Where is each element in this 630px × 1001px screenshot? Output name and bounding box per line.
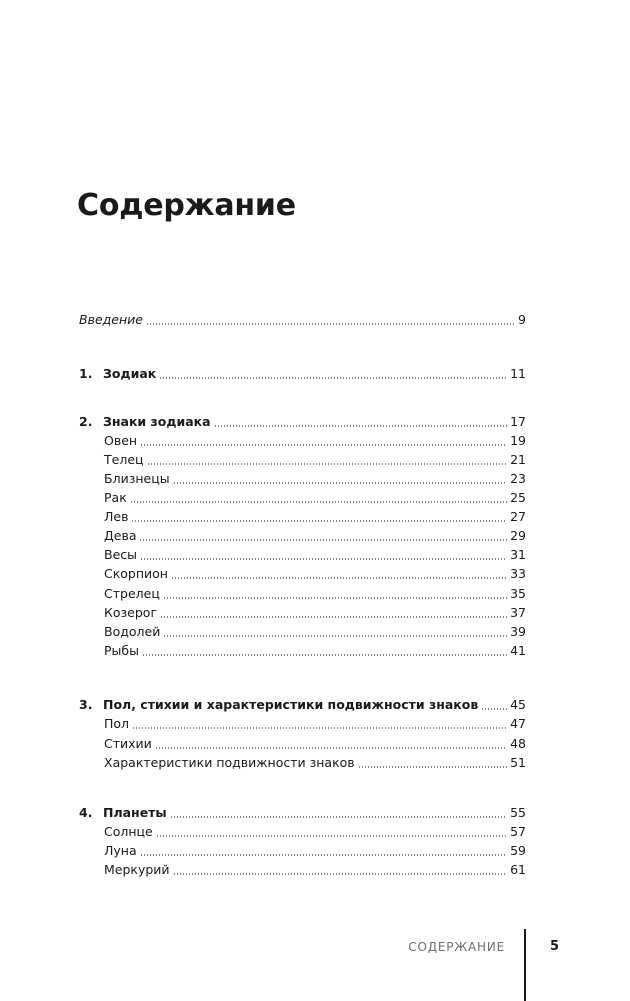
toc-chapter-1[interactable] (79, 364, 526, 382)
toc-page-number: 61 (510, 862, 526, 877)
toc-page-number: 55 (510, 805, 526, 820)
toc-title: Знаки зодиака (103, 414, 211, 429)
toc-leader-dots (173, 873, 508, 875)
toc-item[interactable] (104, 860, 526, 878)
toc-item[interactable] (104, 714, 526, 732)
toc-item[interactable] (104, 545, 526, 563)
toc-leader-dots (142, 654, 507, 656)
toc-chapter-3[interactable] (79, 695, 526, 713)
toc-page-number: 57 (510, 824, 526, 839)
toc-item[interactable] (104, 431, 526, 449)
toc-title: Козерог (104, 605, 158, 620)
toc-item[interactable] (104, 584, 526, 602)
toc-page-number: 35 (510, 586, 526, 601)
toc-page-number: 51 (510, 755, 526, 770)
toc-page-number: 59 (510, 843, 526, 858)
toc-leader-dots (173, 482, 508, 484)
chapter-number: 3. (79, 697, 93, 712)
toc-title: Телец (104, 452, 144, 467)
toc-leader-dots (139, 539, 507, 541)
toc-item[interactable] (104, 753, 526, 771)
toc-item[interactable] (104, 841, 526, 859)
toc-item[interactable] (104, 469, 526, 487)
toc-title: Пол (104, 716, 130, 731)
toc-title: Овен (104, 433, 138, 448)
toc-title: Пол, стихии и характеристики подвижности знаков (103, 697, 479, 712)
toc-page-number: 17 (510, 414, 526, 429)
toc-leader-dots (156, 835, 507, 837)
toc-item[interactable] (104, 603, 526, 621)
toc-title: Дева (104, 528, 137, 543)
toc-page-number: 37 (510, 605, 526, 620)
toc-title: Водолей (104, 624, 161, 639)
toc-item[interactable] (104, 526, 526, 544)
toc-title: Скорпион (104, 566, 168, 581)
toc-item[interactable] (104, 622, 526, 640)
toc-page-number: 23 (510, 471, 526, 486)
toc-title: Луна (104, 843, 137, 858)
toc-leader-dots (146, 323, 515, 325)
toc-item[interactable] (104, 564, 526, 582)
toc-leader-dots (170, 816, 507, 818)
toc-title: Лев (104, 509, 129, 524)
toc-leader-dots (140, 558, 507, 560)
toc-item[interactable] (104, 450, 526, 468)
toc-chapter-2[interactable] (79, 412, 526, 430)
toc-page-number: 31 (510, 547, 526, 562)
toc-leader-dots (147, 463, 508, 465)
running-footer-label: СОДЕРЖАНИЕ (408, 940, 505, 954)
chapter-number: 2. (79, 414, 93, 429)
toc-page-number: 19 (510, 433, 526, 448)
toc-page-number: 21 (510, 452, 526, 467)
toc-item[interactable] (104, 822, 526, 840)
toc-page-number: 11 (510, 366, 526, 381)
toc-leader-dots (132, 727, 507, 729)
toc-title: Зодиак (103, 366, 157, 381)
toc-leader-dots (171, 577, 507, 579)
toc-item[interactable] (104, 507, 526, 525)
toc-title: Планеты (103, 805, 167, 820)
toc-leader-dots (140, 854, 507, 856)
footer-divider (524, 929, 526, 1001)
toc-leader-dots (130, 501, 507, 503)
toc-page-number: 41 (510, 643, 526, 658)
toc-title: Весы (104, 547, 138, 562)
toc-title: Стрелец (104, 586, 160, 601)
toc-item[interactable] (104, 641, 526, 659)
toc-title: Рыбы (104, 643, 139, 658)
chapter-number: 1. (79, 366, 93, 381)
toc-leader-dots (140, 444, 507, 446)
toc-chapter-4[interactable] (79, 803, 526, 821)
toc-title: Солнце (104, 824, 153, 839)
toc-item[interactable] (104, 734, 526, 752)
page-title: Содержание (77, 188, 296, 223)
toc-leader-dots (131, 520, 507, 522)
toc-title: Близнецы (104, 471, 170, 486)
toc-page-number: 48 (510, 736, 526, 751)
toc-leader-dots (163, 635, 507, 637)
toc-page-number: 45 (510, 697, 526, 712)
toc-page-number: 39 (510, 624, 526, 639)
page-number: 5 (550, 939, 560, 954)
toc-page-number: 9 (518, 312, 526, 327)
toc-leader-dots (481, 708, 507, 710)
toc-leader-dots (163, 597, 507, 599)
toc-leader-dots (358, 766, 507, 768)
toc-title: Рак (104, 490, 127, 505)
toc-title: Стихии (104, 736, 152, 751)
toc-page-number: 29 (510, 528, 526, 543)
toc-title: Введение (79, 312, 143, 327)
toc-page-number: 25 (510, 490, 526, 505)
toc-page-number: 33 (510, 566, 526, 581)
toc-leader-dots (214, 425, 507, 427)
toc-leader-dots (159, 377, 507, 379)
toc-page-number: 47 (510, 716, 526, 731)
toc-item[interactable] (104, 488, 526, 506)
toc-leader-dots (160, 616, 507, 618)
toc-title: Характеристики подвижности знаков (104, 755, 355, 770)
toc-title: Меркурий (104, 862, 170, 877)
chapter-number: 4. (79, 805, 93, 820)
toc-intro[interactable] (79, 310, 526, 328)
toc-leader-dots (155, 747, 507, 749)
toc-page-number: 27 (510, 509, 526, 524)
